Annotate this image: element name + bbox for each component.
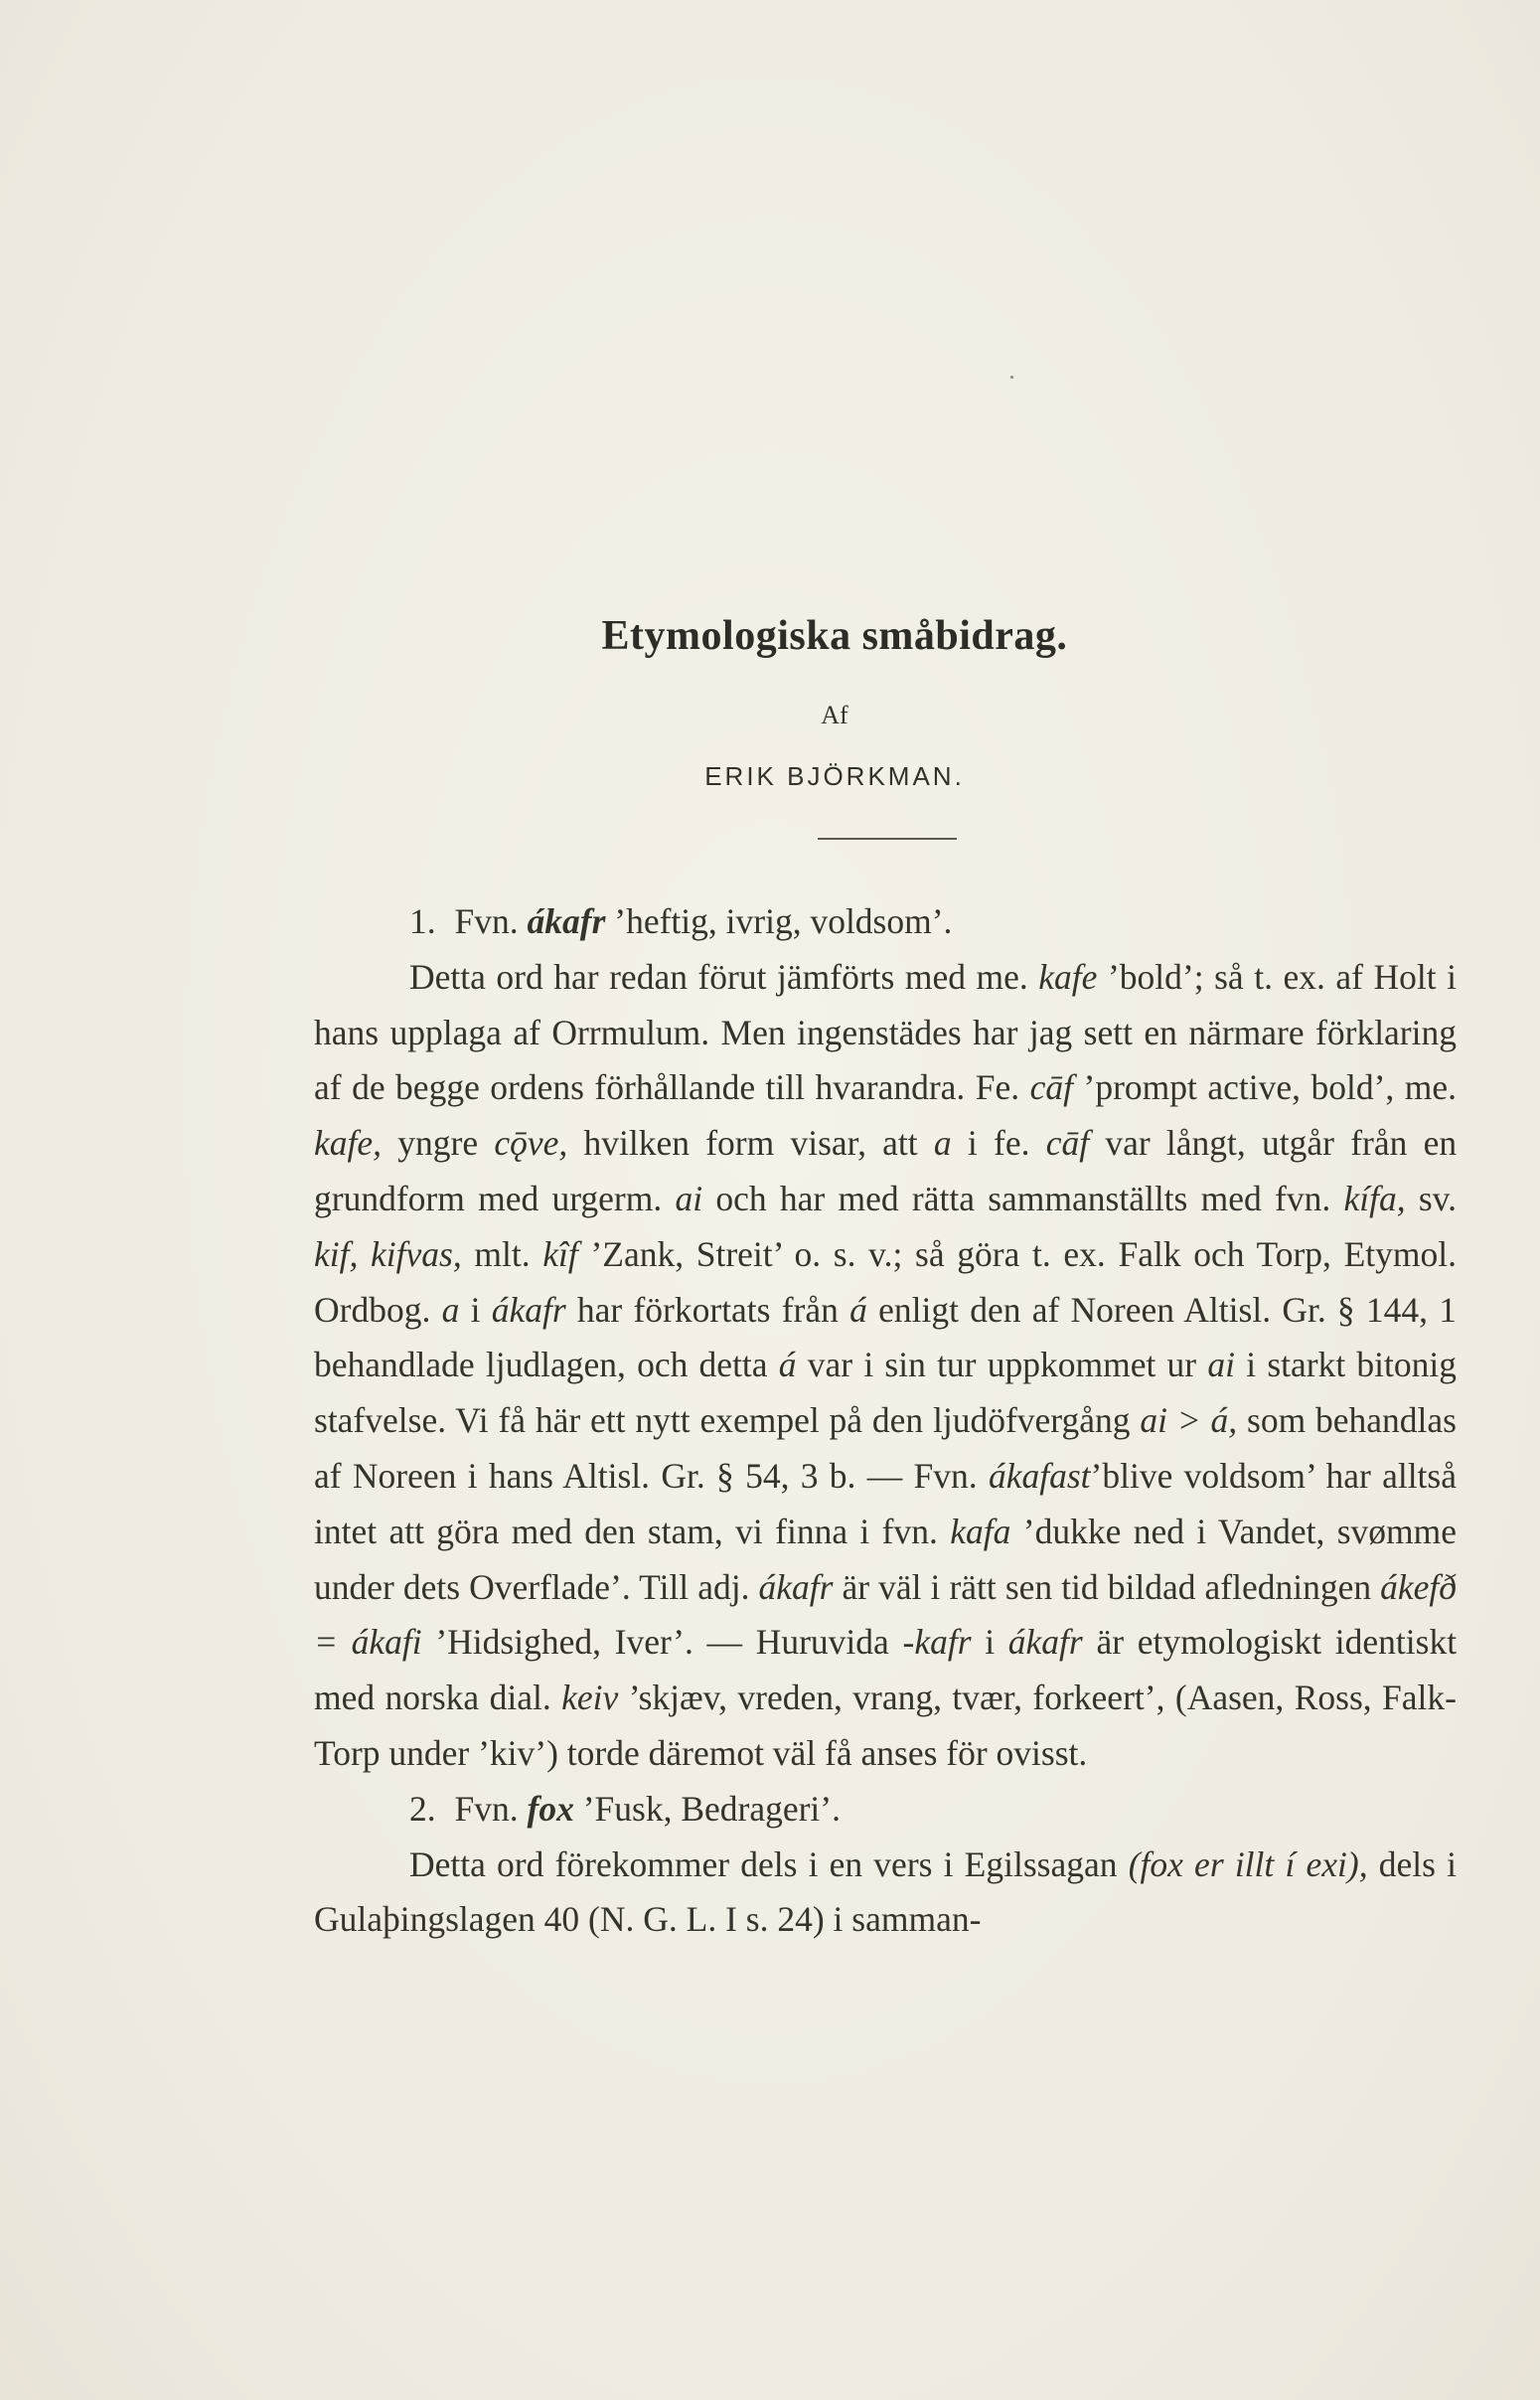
paragraph-1: Detta ord har redan förut jämförts med me. kafe ’bold’; så t. ex. af Holt i hans upplaga af Orrmulum. Men ingenstädes har jag sett en närmare förklaring af de begge ordens förhållande till hvarandra. Fe. cāf ’prompt active, bold’, me. kafe, yngre cǭve, hvilken form visar, att a i fe. cāf var långt, utgår från en grundform med urgerm. ai och har med rätta sammanställts med fvn. kífa, sv. kif, kifvas, mlt. kîf ’Zank, Streit’ o. s. v.; så göra t. ex. Falk och Torp, Etymol. Ordbog. a i ákafr har förkortats från á enligt den af Noreen Altisl. Gr. § 144, 1 behandlade ljudlagen, och detta á var i sin tur uppkommet ur ai i starkt bitonig stafvelse. Vi få här ett nytt exempel på den ljudöfvergång ai > á, som behandlas af Noreen i hans Altisl. Gr. § 54, 3 b. — Fvn. ákafast’blive voldsom’ har alltså intet att göra med den stam, vi finna i fvn. kafa ’dukke ned i Vandet, svømme under dets Overflade’. Till adj. ákafr är väl i rätt sen tid bildad afledningen ákefð = ákafi ’Hidsighed, Iver’. — Huruvida -kafr i ákafr är etymologiskt identiskt med norska dial. keiv ’skjæv, vreden, vrang, tvær, forkeert’, (Aasen, Ross, Falk-Torp under ’kiv’) torde däremot väl få anses för ovisst. xyxy=(314,956,1458,1773)
article-title: Etymologiska småbidrag. xyxy=(601,613,1068,659)
section-heading-2: 2. Fvn. fox ’Fusk, Bedrageri’. xyxy=(409,1788,841,1829)
author-name: ERIK BJÖRKMAN. xyxy=(704,761,965,791)
byline: Af xyxy=(821,701,848,729)
headword: ákafr xyxy=(527,901,606,941)
article-body xyxy=(314,894,1457,1948)
paper-speck xyxy=(1010,376,1013,379)
paragraph-2: Detta ord förekommer dels i en vers i Egilssagan (fox er illt í exi), dels i Gulaþingslagen 40 (N. G. L. I s. 24) i samman- xyxy=(314,1843,1457,1940)
headword: fox xyxy=(527,1788,574,1829)
title-rule xyxy=(818,838,957,840)
section-heading-1: 1. Fvn. ákafr ’heftig, ivrig, voldsom’. xyxy=(409,901,953,941)
